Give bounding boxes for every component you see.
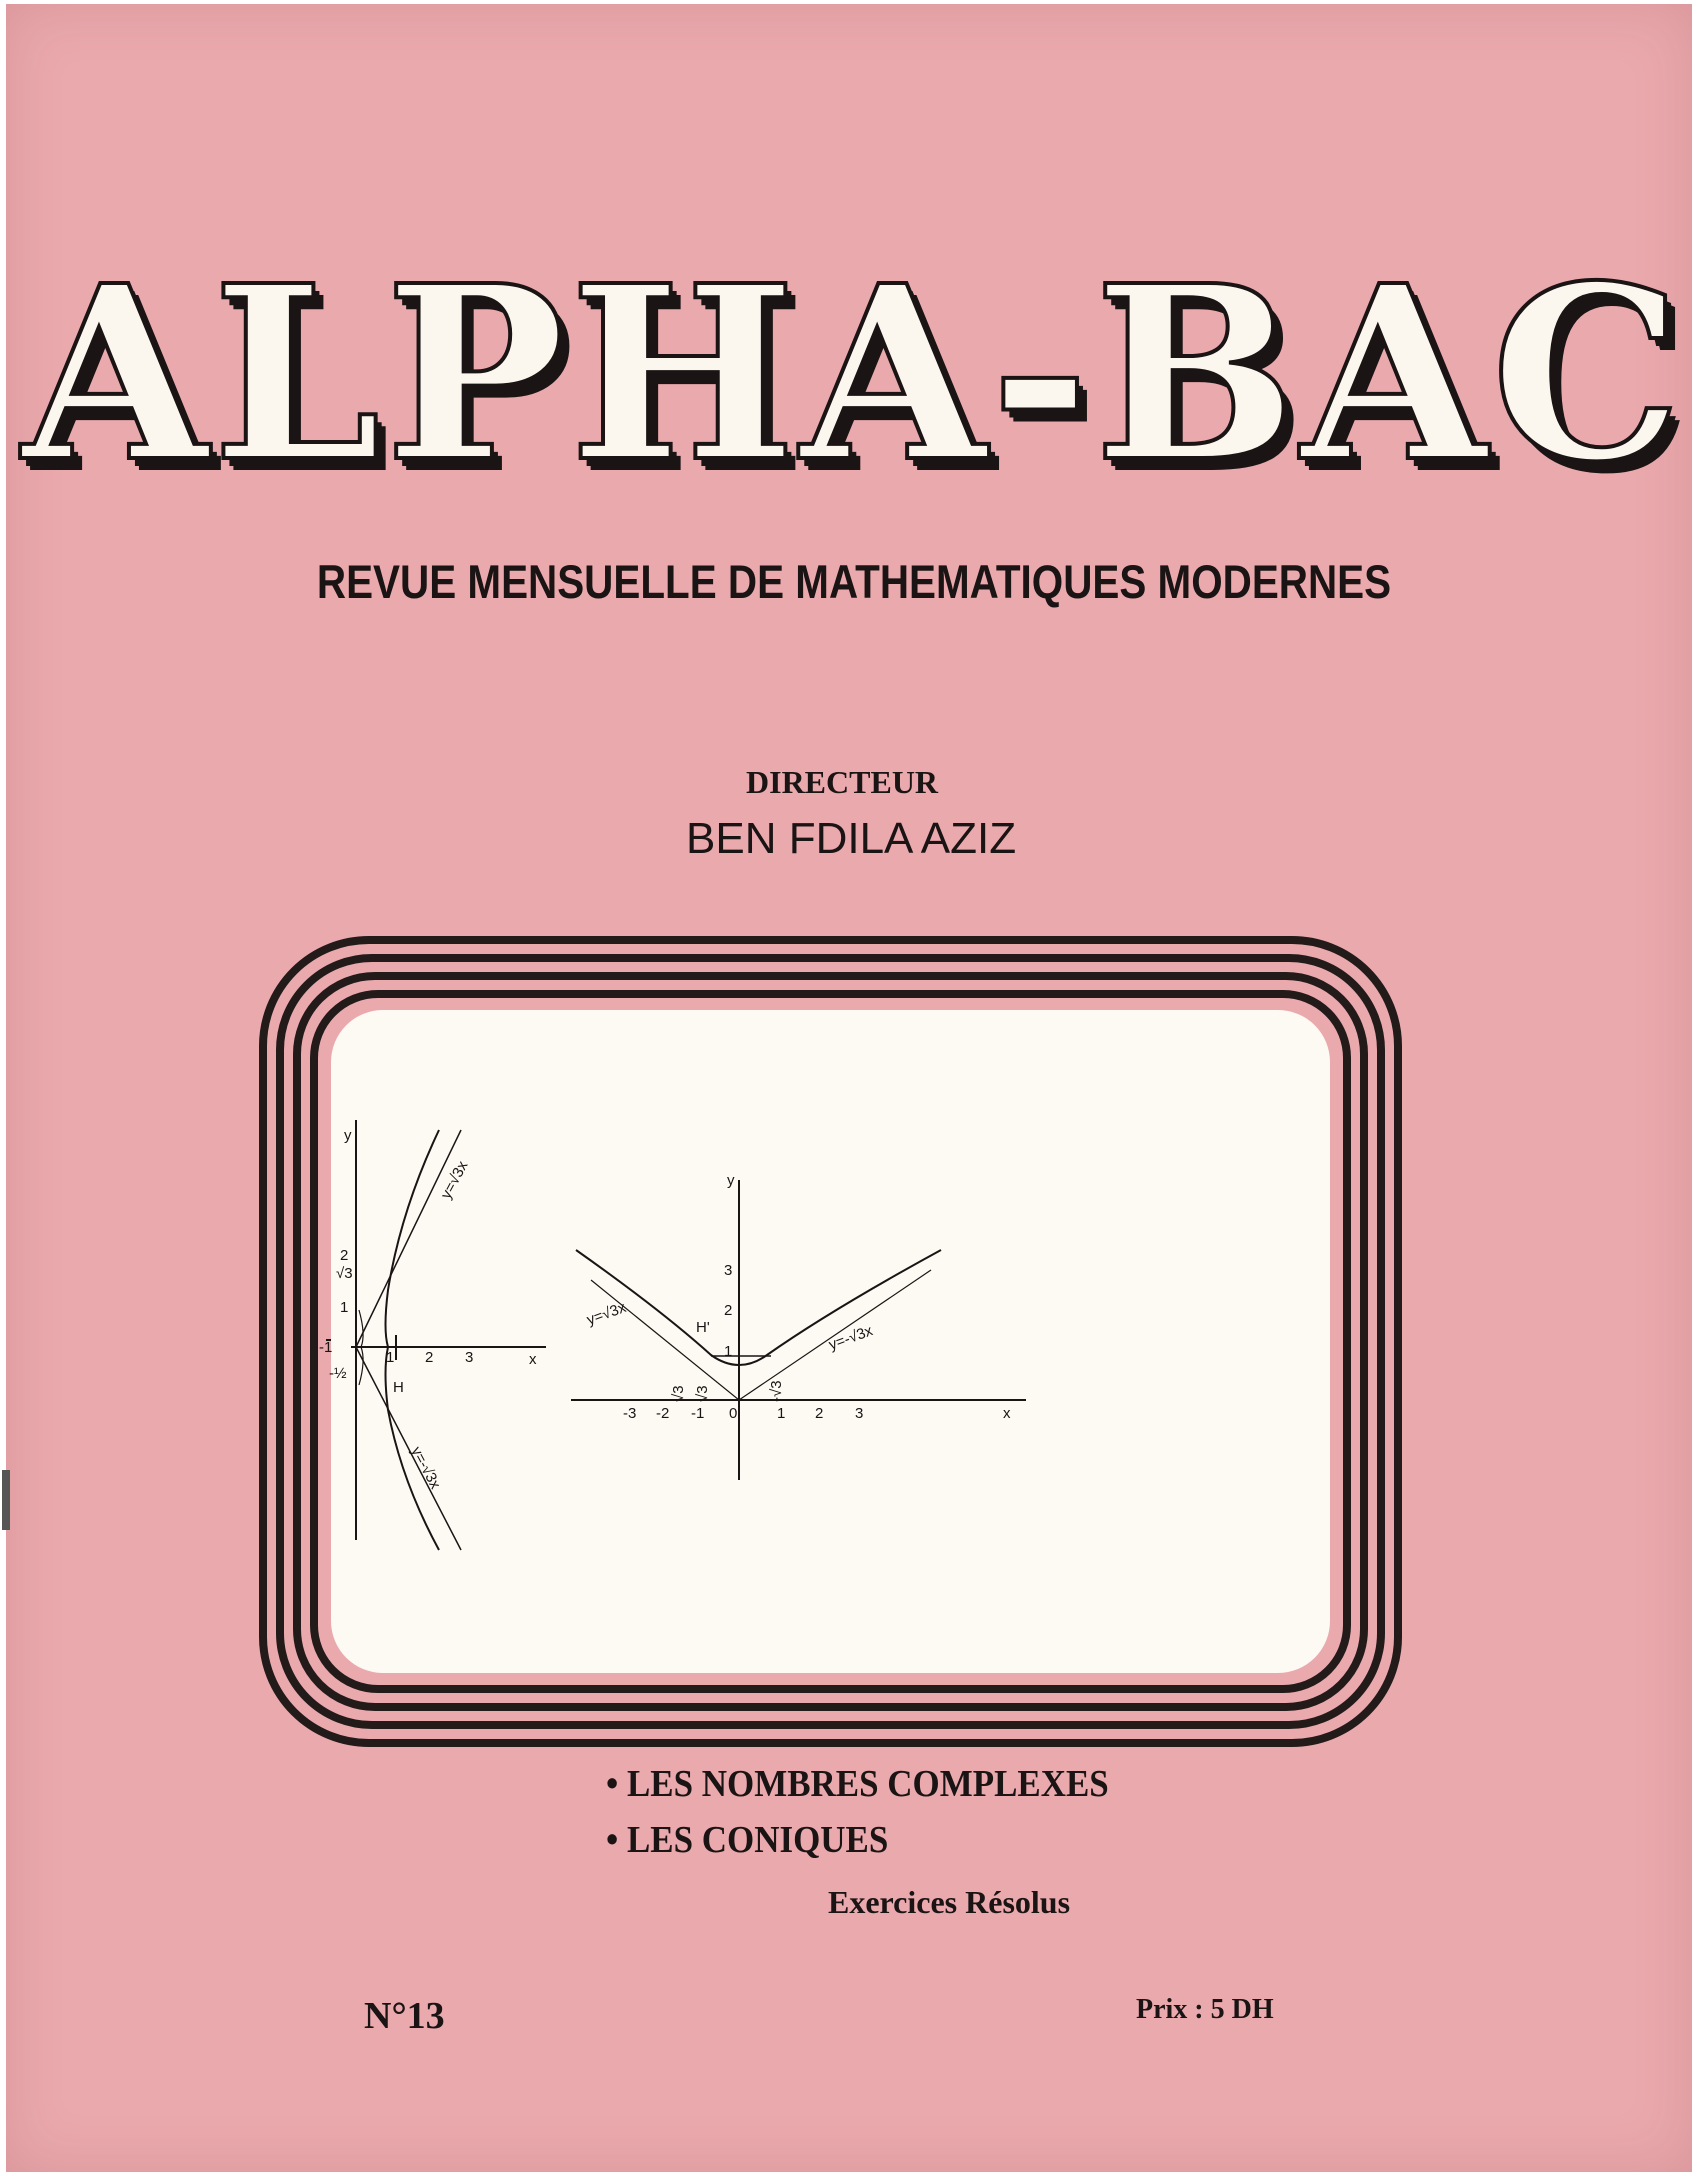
right-tick-y-2: 2: [724, 1302, 733, 1319]
left-tick-neg-1: -1: [319, 1339, 333, 1356]
left-asymptote-lower-label: y=-√3x: [407, 1443, 444, 1492]
exercises-label: Exercices Résolus: [828, 1884, 1071, 1920]
right-tick-x-1: 1: [777, 1405, 786, 1422]
topic-complex-numbers: • LES NOMBRES COMPLEXES: [606, 1763, 1109, 1805]
issue-number: N°13: [364, 1995, 445, 2037]
staple: [2, 1470, 10, 1530]
left-tick-y-2: 2: [340, 1247, 349, 1264]
left-tick-x-1: 1: [386, 1349, 395, 1366]
director-label: DIRECTEUR: [746, 764, 939, 800]
director-name: BEN FDILA AZIZ: [686, 814, 1017, 863]
left-tick-x-3: 3: [465, 1349, 474, 1366]
right-tick-x-neg3: -3: [623, 1405, 637, 1422]
right-root-label-1: √3: [670, 1385, 687, 1402]
right-axis-x-label: x: [1003, 1405, 1011, 1422]
right-vertex-label: H': [696, 1319, 710, 1336]
figure-panel: [319, 1010, 1330, 1673]
right-tick-x-3: 3: [855, 1405, 864, 1422]
magazine-subtitle: REVUE MENSUELLE DE MATHEMATIQUES MODERNES: [316, 555, 1392, 608]
right-asymptote-left-label: y=√3x: [584, 1298, 629, 1329]
right-tick-y-3: 3: [724, 1262, 733, 1279]
left-vertex-label: H: [393, 1379, 404, 1396]
conic-figure: [319, 1010, 1330, 1673]
left-tick-neg-half: -½: [329, 1365, 347, 1382]
magazine-title: ALPHA-BAC: [21, 233, 1687, 515]
right-labels: [585, 1172, 1011, 1422]
left-axis-y-label: y: [344, 1127, 352, 1144]
right-graph: [571, 1180, 1026, 1480]
right-root-label-2: √3: [694, 1385, 711, 1402]
right-tick-x-neg1: -1: [691, 1405, 705, 1422]
price-label: Prix : 5 DH: [1136, 1994, 1274, 2025]
topics-list: [606, 1756, 1152, 1868]
right-asymptote-left-line: [591, 1280, 739, 1400]
right-asymptote-right-label: y=-√3x: [826, 1322, 875, 1354]
right-axis-y-label: y: [727, 1172, 735, 1189]
magazine-cover: [6, 4, 1692, 2172]
right-tick-x-2: 2: [815, 1405, 824, 1422]
right-tick-y-1: 1: [724, 1343, 733, 1360]
left-axis-x-label: x: [529, 1351, 537, 1368]
left-tick-y-root3: √3: [336, 1265, 353, 1282]
left-tick-y-1: 1: [340, 1299, 349, 1316]
topic-conics: • LES CONIQUES: [606, 1819, 889, 1861]
right-hyperbola-branch: [576, 1250, 941, 1365]
left-asymptote-lower-line: [356, 1347, 461, 1550]
right-origin-label: 0: [729, 1405, 738, 1422]
right-tick-x-neg2: -2: [656, 1405, 670, 1422]
right-root-label-3: -√3: [768, 1380, 785, 1402]
left-asymptote-upper-line: [356, 1130, 461, 1347]
left-labels: [319, 1127, 537, 1492]
left-tick-x-2: 2: [425, 1349, 434, 1366]
left-asymptote-upper-label: y=√3x: [437, 1158, 472, 1202]
